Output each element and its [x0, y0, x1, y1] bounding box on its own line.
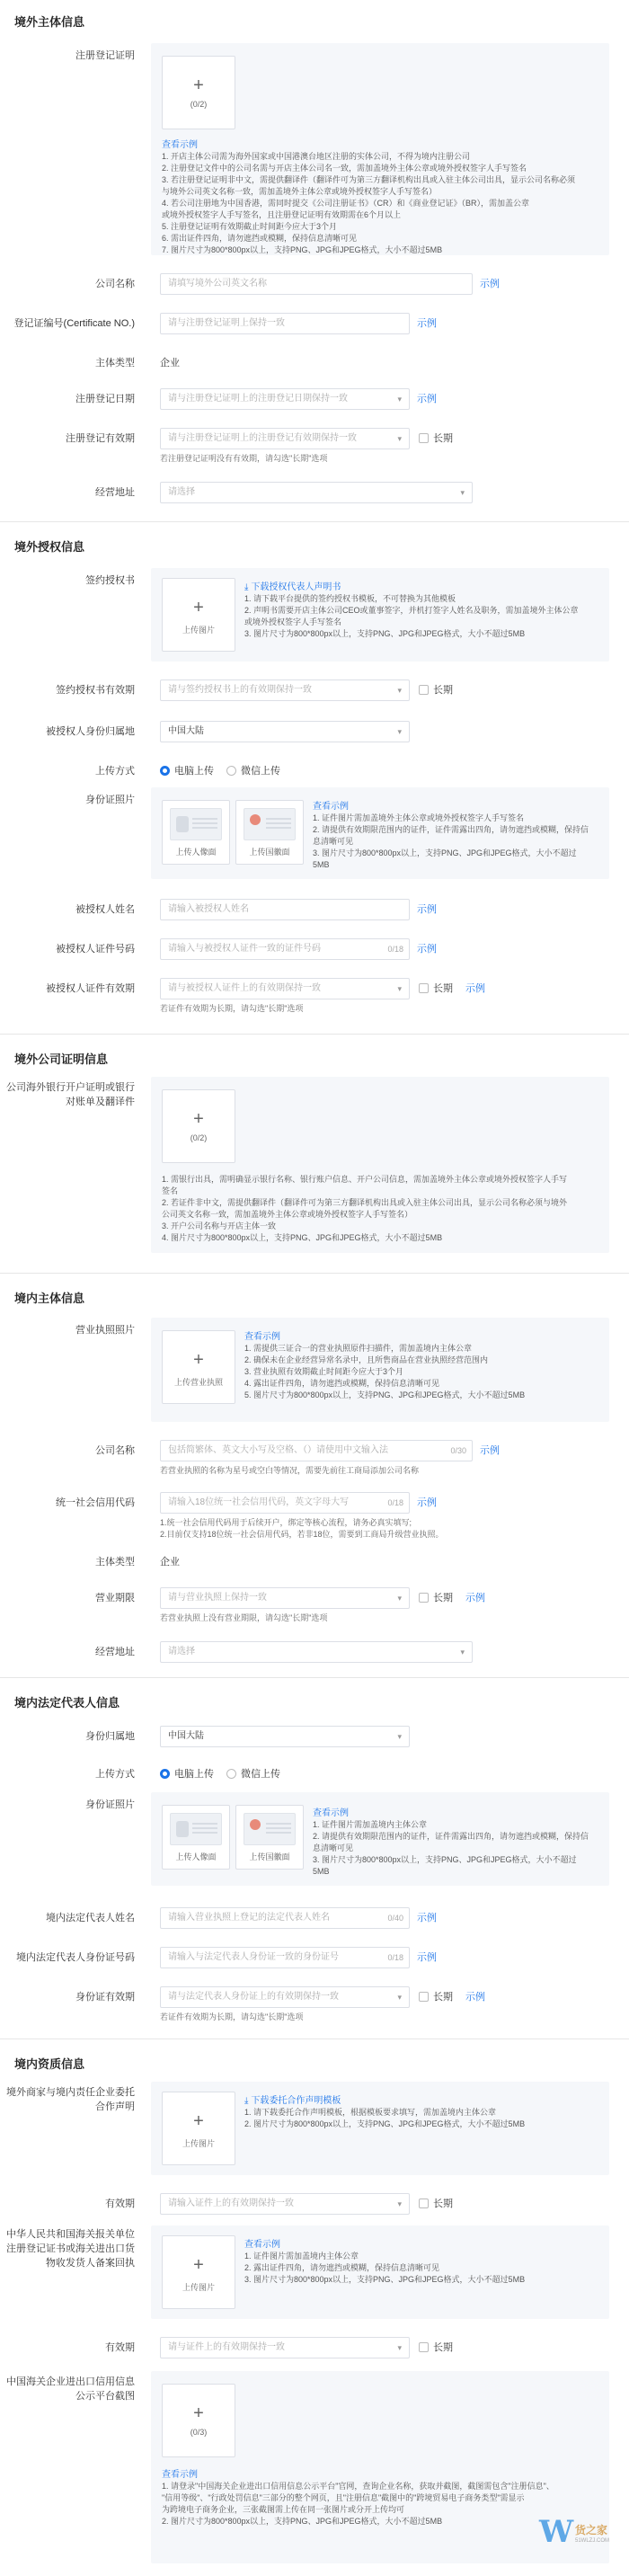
business-term-input[interactable]: 请与营业执照上保持一致 ▾: [160, 1587, 410, 1609]
section-title-overseas-auth: 境外授权信息: [14, 540, 85, 554]
legal-idno-example-link[interactable]: 示例: [417, 1952, 437, 1963]
id-photo-notes: 1. 证件图片需加盖境外主体公章或境外授权签字人手写签名 2. 请提供有效期限范围内的证件，证件需露出四角，请勿遮挡或模糊，保持信 息清晰可见 3. 图片尺寸为800*800px以上，支持PNG、JPG和JPEG格式，大小不超过 5MB: [313, 813, 589, 869]
section-title-domestic-entity: 境内主体信息: [14, 1292, 85, 1305]
label-customs-valid: 有效期: [105, 2342, 135, 2353]
authorized-id-valid-hint: 若证件有效期为长期，请勾选"长期"选项: [160, 1004, 304, 1013]
reg-valid-hint: 若注册登记证明没有有效期，请勾选"长期"选项: [160, 454, 328, 463]
domestic-company-example-link[interactable]: 示例: [480, 1445, 500, 1456]
reg-cert-uploader[interactable]: [162, 56, 235, 129]
id-photo-panel: [151, 787, 609, 879]
label-credit-code: 统一社会信用代码: [56, 1497, 135, 1508]
coop-statement-uploader[interactable]: + 上传图片: [162, 2092, 235, 2165]
label-auth-letter: 签约授权书: [85, 575, 135, 586]
domestic-type-value: 企业: [160, 1557, 180, 1568]
coop-valid-input[interactable]: 请输入证件上的有效期保持一致 ▾: [160, 2193, 410, 2215]
label-auth-valid: 签约授权书有效期: [56, 685, 135, 696]
radio-selected-icon: [160, 1769, 170, 1779]
upload-count: (0/2): [190, 100, 208, 109]
reg-date-example-link[interactable]: 示例: [417, 394, 437, 404]
national-emblem-icon: [250, 1819, 261, 1830]
label-id-photo: 身份证照片: [85, 795, 135, 805]
label-coop-valid: 有效期: [105, 2198, 135, 2209]
watermark-logo: W 货之家 51WLZJ.COM: [539, 2514, 610, 2550]
label-reg-date: 注册登记日期: [75, 394, 135, 404]
business-license-notes: 1. 需提供三证合一的营业执照原件扫描件，需加盖境内主体公章 2. 确保未在企业经营异常名录中，且所售商品在营业执照经营范围内 3. 营业执照有效期截止时间距今应大于3个月 4. 露出证件四角，请勿遮挡或模糊，保持信息清晰可见 5. 图片尺寸为800*800px以上，支持PNG、JPG和JPEG格式，大小不超过5MB: [244, 1344, 526, 1399]
legal-id-valid-example-link[interactable]: 示例: [465, 1992, 485, 2003]
authorized-idno-example-link[interactable]: 示例: [417, 944, 437, 955]
plus-icon: +: [193, 2403, 204, 2423]
auth-letter-uploader[interactable]: + 上传图片: [162, 578, 235, 652]
chevron-down-icon: ▾: [397, 2343, 402, 2352]
label-legal-id-photo: 身份证照片: [85, 1799, 135, 1810]
plus-icon: +: [193, 2255, 204, 2275]
customs-valid-long-term-checkbox[interactable]: 长期: [419, 2337, 453, 2358]
label-legal-idno: 境内法定代表人身份证号码: [16, 1952, 135, 1963]
legal-idno-input[interactable]: 请输入与法定代表人身份证一致的身份证号 0/18: [160, 1947, 410, 1968]
coop-statement-notes: 1. 请下载委托合作声明模板，根据模板要求填写，需加盖境内主体公章 2. 图片尺寸为800*800px以上，支持PNG、JPG和JPEG格式，大小不超过5MB: [244, 2108, 526, 2128]
business-term-long-term-checkbox[interactable]: 长期: [419, 1587, 453, 1609]
authorized-idno-input[interactable]: 请输入与被授权人证件一致的证件号码 0/18: [160, 938, 410, 960]
download-icon: ⤓: [244, 582, 249, 592]
radio-pc-upload[interactable]: 电脑上传: [160, 764, 214, 778]
chevron-down-icon: ▾: [397, 1594, 402, 1603]
label-authorized-idno: 被授权人证件号码: [56, 944, 135, 955]
label-upload-method: 上传方式: [95, 766, 135, 777]
chevron-down-icon: ▾: [460, 488, 465, 497]
label-domestic-company: 公司名称: [95, 1445, 135, 1456]
section-title-overseas-entity: 境外主体信息: [14, 15, 85, 29]
label-domestic-type: 主体类型: [95, 1557, 135, 1568]
id-region-select[interactable]: 中国大陆 ▾: [160, 721, 410, 742]
label-coop-statement: 境外商家与境内责任企业委托 合作声明: [6, 2087, 135, 2112]
auth-valid-input[interactable]: 请与签约授权书上的有效期保持一致 ▾: [160, 680, 410, 701]
national-emblem-icon: [250, 814, 261, 825]
label-legal-upload-method: 上传方式: [95, 1769, 135, 1780]
reg-no-example-link[interactable]: 示例: [417, 318, 437, 329]
label-company-name: 公司名称: [95, 279, 135, 289]
authorized-id-valid-input[interactable]: 请与被授权人证件上的有效期保持一致 ▾: [160, 978, 410, 999]
section-title-domestic-qualification: 境内资质信息: [14, 2057, 85, 2071]
plus-icon: +: [193, 76, 204, 95]
radio-icon: [226, 1769, 236, 1779]
legal-id-view-example-link[interactable]: 查看示例: [313, 1808, 349, 1818]
authorized-id-long-term-checkbox[interactable]: 长期: [419, 978, 453, 999]
legal-id-back-uploader[interactable]: 上传国徽面: [235, 1805, 304, 1870]
label-credit-screenshot: 中国海关企业进出口信用信息 公示平台截图: [6, 2376, 135, 2402]
label-entity-type: 主体类型: [95, 358, 135, 369]
label-authorized-name: 被授权人姓名: [75, 904, 135, 915]
plus-icon: +: [193, 1109, 204, 1129]
reg-valid-long-term-checkbox[interactable]: 长期: [419, 428, 453, 449]
legal-region-select[interactable]: 中国大陆 ▾: [160, 1726, 410, 1747]
chevron-down-icon: ▾: [397, 1993, 402, 2002]
label-domestic-address: 经营地址: [95, 1647, 135, 1657]
credit-code-input[interactable]: 请输入18位统一社会信用代码，英文字母大写 0/18: [160, 1492, 410, 1514]
business-term-hint: 若营业执照上没有营业期限，请勾选"长期"选项: [160, 1613, 328, 1622]
chevron-down-icon: ▾: [397, 686, 402, 695]
section-divider: [0, 1677, 629, 1678]
label-authorized-id-valid: 被授权人证件有效期: [46, 983, 135, 994]
customs-cert-notes: 1. 证件图片需加盖境内主体公章 2. 露出证件四角，请勿遮挡或模糊，保持信息清晰可见 3. 图片尺寸为800*800px以上，支持PNG、JPG和JPEG格式，大小不超过5MB: [244, 2252, 526, 2284]
authorized-name-input[interactable]: 请输入被授权人姓名: [160, 899, 410, 920]
legal-id-valid-input[interactable]: 请与法定代表人身份证上的有效期保持一致 ▾: [160, 1986, 410, 2008]
legal-id-front-uploader[interactable]: 上传人像面: [162, 1805, 230, 1870]
section-divider: [0, 1034, 629, 1035]
view-example-link[interactable]: 查看示例: [162, 140, 198, 150]
radio-icon: [226, 766, 236, 776]
domestic-company-hint: 若营业执照的名称为星号或空白等情况，需要先前往工商局添加公司名称: [160, 1466, 420, 1475]
chevron-down-icon: ▾: [397, 2199, 402, 2208]
label-id-region: 被授权人身份归属地: [46, 726, 135, 737]
business-term-example-link[interactable]: 示例: [465, 1593, 485, 1603]
checkbox-icon: [419, 433, 429, 443]
portrait-icon: [176, 1821, 189, 1837]
chevron-down-icon: ▾: [397, 395, 402, 404]
customs-valid-input[interactable]: 请与证件上的有效期保持一致 ▾: [160, 2337, 410, 2358]
portrait-icon: [176, 816, 189, 832]
label-business-term: 营业期限: [95, 1593, 135, 1603]
section-divider: [0, 1273, 629, 1274]
legal-name-example-link[interactable]: 示例: [417, 1913, 437, 1923]
plus-icon: +: [193, 1350, 204, 1370]
label-reg-cert: 注册登记证明: [75, 50, 135, 61]
plus-icon: +: [193, 598, 204, 617]
checkbox-icon: [419, 983, 429, 993]
label-customs-cert: 中华人民共和国海关报关单位 注册登记证书或海关进出口货 物收发货人备案回执: [6, 2229, 135, 2269]
legal-radio-pc-upload[interactable]: 电脑上传: [160, 1767, 214, 1781]
id-front-uploader[interactable]: 上传人像面: [162, 800, 230, 865]
label-reg-no: 登记证编号(Certificate NO.): [13, 318, 135, 329]
id-back-uploader[interactable]: 上传国徽面: [235, 800, 304, 865]
legal-id-long-term-checkbox[interactable]: 长期: [419, 1986, 453, 2008]
checkbox-icon: [419, 1593, 429, 1603]
credit-code-example-link[interactable]: 示例: [417, 1497, 437, 1508]
company-name-input[interactable]: 请填写境外公司英文名称: [160, 273, 473, 295]
section-divider: [0, 521, 629, 522]
plus-icon: +: [193, 2111, 204, 2131]
checkbox-icon: [419, 685, 429, 695]
reg-no-input[interactable]: 请与注册登记证明上保持一致: [160, 313, 410, 334]
auth-valid-long-term-checkbox[interactable]: 长期: [419, 680, 453, 701]
entity-type-value: 企业: [160, 358, 180, 369]
label-bank-proof: 公司海外银行开户证明或银行 对账单及翻译件: [6, 1082, 135, 1107]
checkbox-icon: [419, 1992, 429, 2002]
chevron-down-icon: ▾: [460, 1648, 465, 1657]
credit-code-hints: 1.统一社会信用代码用于后续开户，绑定等核心流程，请务必真实填写; 2.目前仅支持18位统一社会信用代码，若非18位，需要到工商局升级营业执照。: [160, 1518, 444, 1539]
credit-screenshot-uploader[interactable]: + (0/3): [162, 2384, 235, 2457]
label-legal-region: 身份归属地: [85, 1731, 135, 1742]
label-address: 经营地址: [95, 487, 135, 498]
auth-letter-panel: [151, 568, 609, 662]
radio-wechat-upload[interactable]: 微信上传: [226, 764, 280, 778]
download-icon: ⤓: [244, 2096, 249, 2106]
section-title-legal-rep: 境内法定代表人信息: [14, 1696, 120, 1710]
chevron-down-icon: ▾: [397, 984, 402, 993]
bank-proof-panel: [151, 1077, 609, 1253]
coop-statement-panel: [151, 2082, 609, 2175]
domestic-company-input[interactable]: 包括简繁体、英文大小写及空格、（）请使用中文输入法 0/30: [160, 1440, 473, 1461]
chevron-down-icon: ▾: [397, 434, 402, 443]
section-title-overseas-company-proof: 境外公司证明信息: [14, 1053, 109, 1066]
legal-id-photo-notes: 1. 证件图片需加盖境内主体公章 2. 请提供有效期限范围内的证件，证件需露出四角，请勿遮挡或模糊，保持信 息清晰可见 3. 图片尺寸为800*800px以上，支持PNG、JPG和JPEG格式，大小不超过 5MB: [313, 1820, 589, 1876]
license-view-example-link[interactable]: 查看示例: [244, 1332, 280, 1342]
credit-screenshot-notes: 1. 请登录"中国海关企业进出口信用信息公示平台"官网，查询企业名称，获取并截图，截图需包含"注册信息"、 "信用等级"、"行政处罚信息"三部分的整个网页，且"注册信息"截图中的"跨境贸易电子商务类型"需显示 为跨境电子商务企业，三张截图需上传在同一张图片或分开上传均可 2. 图片尺寸为800*800px以上，支持PNG、JPG和JPEG格式，大小不超过5MB: [162, 2482, 554, 2526]
reg-date-input[interactable]: 请与注册登记证明上的注册登记日期保持一致 ▾: [160, 388, 410, 410]
label-legal-name: 境内法定代表人姓名: [46, 1913, 135, 1923]
domestic-address-select[interactable]: 请选择 ▾: [160, 1641, 473, 1663]
checkbox-icon: [419, 2342, 429, 2352]
authorized-name-example-link[interactable]: 示例: [417, 904, 437, 915]
bank-proof-uploader[interactable]: + (0/2): [162, 1089, 235, 1163]
company-name-example-link[interactable]: 示例: [480, 279, 500, 289]
authorized-id-valid-example-link[interactable]: 示例: [465, 983, 485, 994]
auth-letter-notes: 1. 请下载平台提供的签约授权书模板，不可替换为其他模板 2. 声明书需要开店主体公司CEO或董事签字，并机打签字人姓名及职务，需加盖境外主体公章 或境外授权签字人手写签名 3. 图片尺寸为800*800px以上，支持PNG、JPG和JPEG格式，大小不超过5MB: [244, 594, 579, 638]
chevron-down-icon: ▾: [397, 727, 402, 736]
customs-view-example-link[interactable]: 查看示例: [244, 2240, 280, 2250]
legal-radio-wechat-upload[interactable]: 微信上传: [226, 1767, 280, 1781]
customs-cert-panel: [151, 2225, 609, 2319]
radio-selected-icon: [160, 766, 170, 776]
business-license-uploader[interactable]: + 上传营业执照: [162, 1330, 235, 1404]
bank-proof-notes: 1. 需银行出具，需明确显示银行名称、银行账户信息、开户公司信息，需加盖境外主体公章或境外授权签字人手写 签名 2. 若证件非中文，需提供翻译件（翻译件可为第三方翻译机构出具或入驻主体公司出具，显示公司名称必须与境外 公司英文名称一致，需加盖境外主体公章或境外授权签字人手写签名） 3. 开户公司名称与开店主体一致 4. 图片尺寸为800*800px以上，支持PNG、JPG和JPEG格式，大小不超过5MB: [162, 1175, 568, 1242]
business-license-panel: [151, 1318, 609, 1422]
legal-name-input[interactable]: 请输入营业执照上登记的法定代表人姓名 0/40: [160, 1907, 410, 1929]
label-legal-id-valid: 身份证有效期: [75, 1992, 135, 2003]
label-business-license: 营业执照照片: [75, 1325, 135, 1336]
label-reg-valid: 注册登记有效期: [66, 433, 135, 444]
checkbox-icon: [419, 2198, 429, 2208]
reg-valid-input[interactable]: 请与注册登记证明上的注册登记有效期保持一致 ▾: [160, 428, 410, 449]
reg-cert-notes: 1. 开店主体公司需为海外国家或中国港澳台地区注册的实体公司，不得为境内注册公司 2. 注册登记文件中的公司名需与开店主体公司名一致，需加盖境外主体公章或境外授权签字人手写签名 3. 若注册登记证明非中文，需提供翻译件（翻译件可为第三方翻译机构出具或入驻主体公司出具，显示公司名称必须 与境外公司英文名称一致，需加盖境外主体公章或境外授权签字人手写签名） 4. 若公司注册地为中国香港，需同时提交《公司注册证书》（CR）和《商业登记证》（BR），需加盖公章 或境外授权签字人手写签名，且注册登记证明有效期需在6个月以上 5. 注册登记证明有效期截止时间距今应大于3个月 6. 需出证件四角，请勿遮挡或模糊，保持信息清晰可见 7. 图片尺寸为800*800px以上，支持PNG、JPG和JPEG格式，大小不超过5MB: [162, 152, 576, 254]
legal-id-valid-hint: 若证件有效期为长期，请勾选"长期"选项: [160, 2012, 304, 2021]
reg-cert-panel: [151, 43, 609, 255]
coop-valid-long-term-checkbox[interactable]: 长期: [419, 2193, 453, 2215]
legal-id-photo-panel: [151, 1792, 609, 1886]
download-auth-template-link[interactable]: ⤓ 下载授权代表人声明书: [244, 582, 341, 592]
customs-cert-uploader[interactable]: + 上传图片: [162, 2235, 235, 2309]
id-view-example-link[interactable]: 查看示例: [313, 802, 349, 812]
download-coop-template-link[interactable]: ⤓ 下载委托合作声明模板: [244, 2096, 341, 2106]
address-select[interactable]: 请选择 ▾: [160, 482, 473, 503]
chevron-down-icon: ▾: [397, 1732, 402, 1741]
credit-view-example-link[interactable]: 查看示例: [162, 2470, 198, 2480]
